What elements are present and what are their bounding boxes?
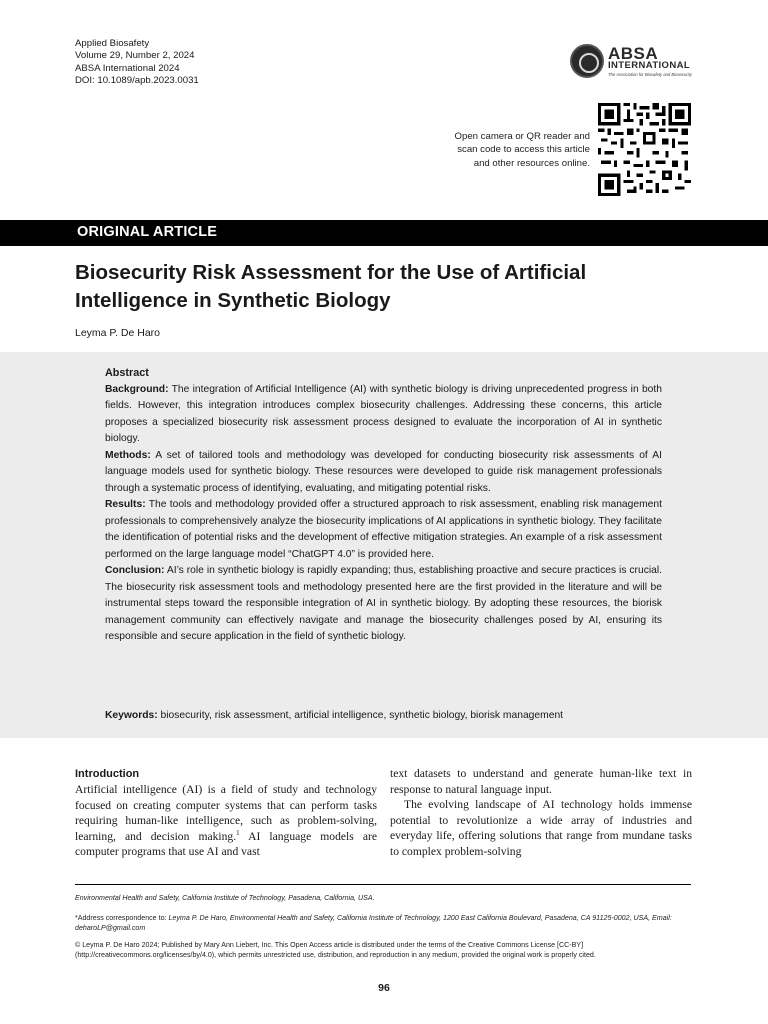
logo-tagline: The Association for Biosafety and Biosecurity — [608, 72, 692, 77]
abstract-background — [105, 382, 662, 448]
abstract-results — [105, 497, 662, 563]
body-column-left — [75, 766, 377, 860]
section-heading-introduction: Introduction — [75, 768, 140, 780]
qr-line3: and other resources online. — [473, 157, 590, 169]
journal-name: Applied Biosafety — [75, 38, 150, 49]
qr-line1: Open camera or QR reader and — [454, 131, 590, 142]
correspondence-label: *Address correspondence to: — [75, 914, 169, 922]
title-line1: Biosecurity Risk Assessment for the Use of Artificial — [75, 261, 587, 284]
absa-logo — [570, 44, 695, 80]
abstract-heading: Abstract — [105, 367, 149, 379]
keywords — [105, 709, 662, 723]
reference-link[interactable]: 1 — [236, 828, 240, 837]
conclusion-label: Conclusion: — [105, 565, 165, 576]
methods-text: A set of tailored tools and methodology was developed for conducting biosecurity risk assessments of AI language models used for synthetic biology. These resources were developed to guide risk management professionals through a systematic process of identifying, evaluating, and mitigating potential risks. — [105, 449, 662, 494]
journal-info — [75, 38, 199, 88]
conclusion-text: AI’s role in synthetic biology is rapidly expanding; thus, establishing proactive and secure practices is crucial. The biosecurity risk assessment tools and methodology presented here are the first provided in the literature and will be instrumental steps toward the responsible integration of AI in synthetic biology. By adopting these resources, the biorisk management community can effectively navigate and manage the biosecurity challenges posed by AI, ensuring its responsible and secure application in the field of synthetic biology. — [105, 565, 662, 642]
logo-line2: INTERNATIONAL — [608, 60, 691, 71]
article-type-banner — [0, 220, 768, 246]
license-note: © Leyma P. De Haro 2024; Published by Mary Ann Liebert, Inc. This Open Access article is distributed under the terms of the Creative Commons License [CC-BY] (http://creativecommons.org/licenses/by/4.0), which permits unrestricted use, distribution, and reproduction in any medium, provided the original work is properly cited. — [75, 941, 596, 959]
qr-line2: scan code to access this article — [457, 144, 590, 156]
abstract-section — [0, 352, 768, 738]
title-line2: Intelligence in Synthetic Biology — [75, 289, 391, 312]
journal-volume: Volume 29, Number 2, 2024 — [75, 50, 195, 62]
qr-code-icon[interactable] — [598, 103, 691, 196]
journal-doi[interactable]: DOI: 10.1089/apb.2023.0031 — [75, 75, 199, 87]
background-text: The integration of Artificial Intelligence (AI) with synthetic biology is driving unprecedented progress in both fields. However, this integration introduces complex biosecurity challenges. Addressing these concerns, this article proposes a specialized biosecurity risk assessment process designed to evaluate the incorporation of AI in synthetic biology. — [105, 383, 662, 444]
author-name: Leyma P. De Haro — [75, 327, 161, 339]
abstract-body — [105, 365, 662, 646]
body-column-right — [390, 766, 692, 859]
correspondence-email[interactable]: Email: deharoLP@gmail.com — [75, 914, 672, 932]
footnote-divider — [75, 884, 691, 885]
methods-label: Methods: — [105, 449, 151, 461]
paragraph-text: Artificial intelligence (AI) is a field of study and technology focused on creating computer systems that can perform tasks requiring human-like intelligence, such as problem-solving, learning, and decision making. — [75, 783, 377, 843]
journal-publisher: ABSA International 2024 — [75, 62, 180, 74]
paragraph-text-cont: AI language models are computer programs that use AI and vast — [75, 829, 377, 858]
paragraph: text datasets to understand and generate human-like text in response to natural language input. — [390, 767, 692, 796]
logo-line1: ABSA — [608, 44, 659, 63]
background-label: Background: — [105, 383, 169, 395]
keywords-text: biosecurity, risk assessment, artificial intelligence, synthetic biology, biorisk management — [157, 710, 564, 721]
page-number: 96 — [378, 982, 390, 994]
article-type-label: ORIGINAL ARTICLE — [77, 224, 218, 240]
results-text: The tools and methodology provided offer a structured approach to risk assessment, enabling risk management professionals to comprehensively analyze the biosecurity implications of AI applications in synthetic biology. They facilitate the identification of potential risks and the development of effective mitigation strategies. An example of a risk assessment performed on the large language model “ChatGPT 4.0” is provided here. — [105, 499, 662, 560]
article-title — [75, 259, 695, 315]
correspondence-note — [75, 913, 691, 933]
keywords-label: Keywords: — [105, 710, 158, 721]
qr-instructions — [390, 130, 590, 170]
paragraph: The evolving landscape of AI technology holds immense potential to revolutionize a wide array of industries and everyday life, offering solutions that range from mundane tasks to complex problem-solving — [390, 798, 692, 858]
seal-icon — [570, 44, 604, 78]
results-label: Results: — [105, 499, 146, 510]
abstract-conclusion — [105, 563, 662, 646]
paragraph — [75, 782, 377, 860]
affiliation-note: Environmental Health and Safety, California Institute of Technology, Pasadena, California, USA. — [75, 894, 375, 902]
correspondence-address: Leyma P. De Haro, Environmental Health and Safety, California Institute of Technology, 1200 East California Boulevard, Pasadena, CA 91125-0002, USA, — [168, 914, 651, 922]
abstract-methods — [105, 448, 662, 498]
